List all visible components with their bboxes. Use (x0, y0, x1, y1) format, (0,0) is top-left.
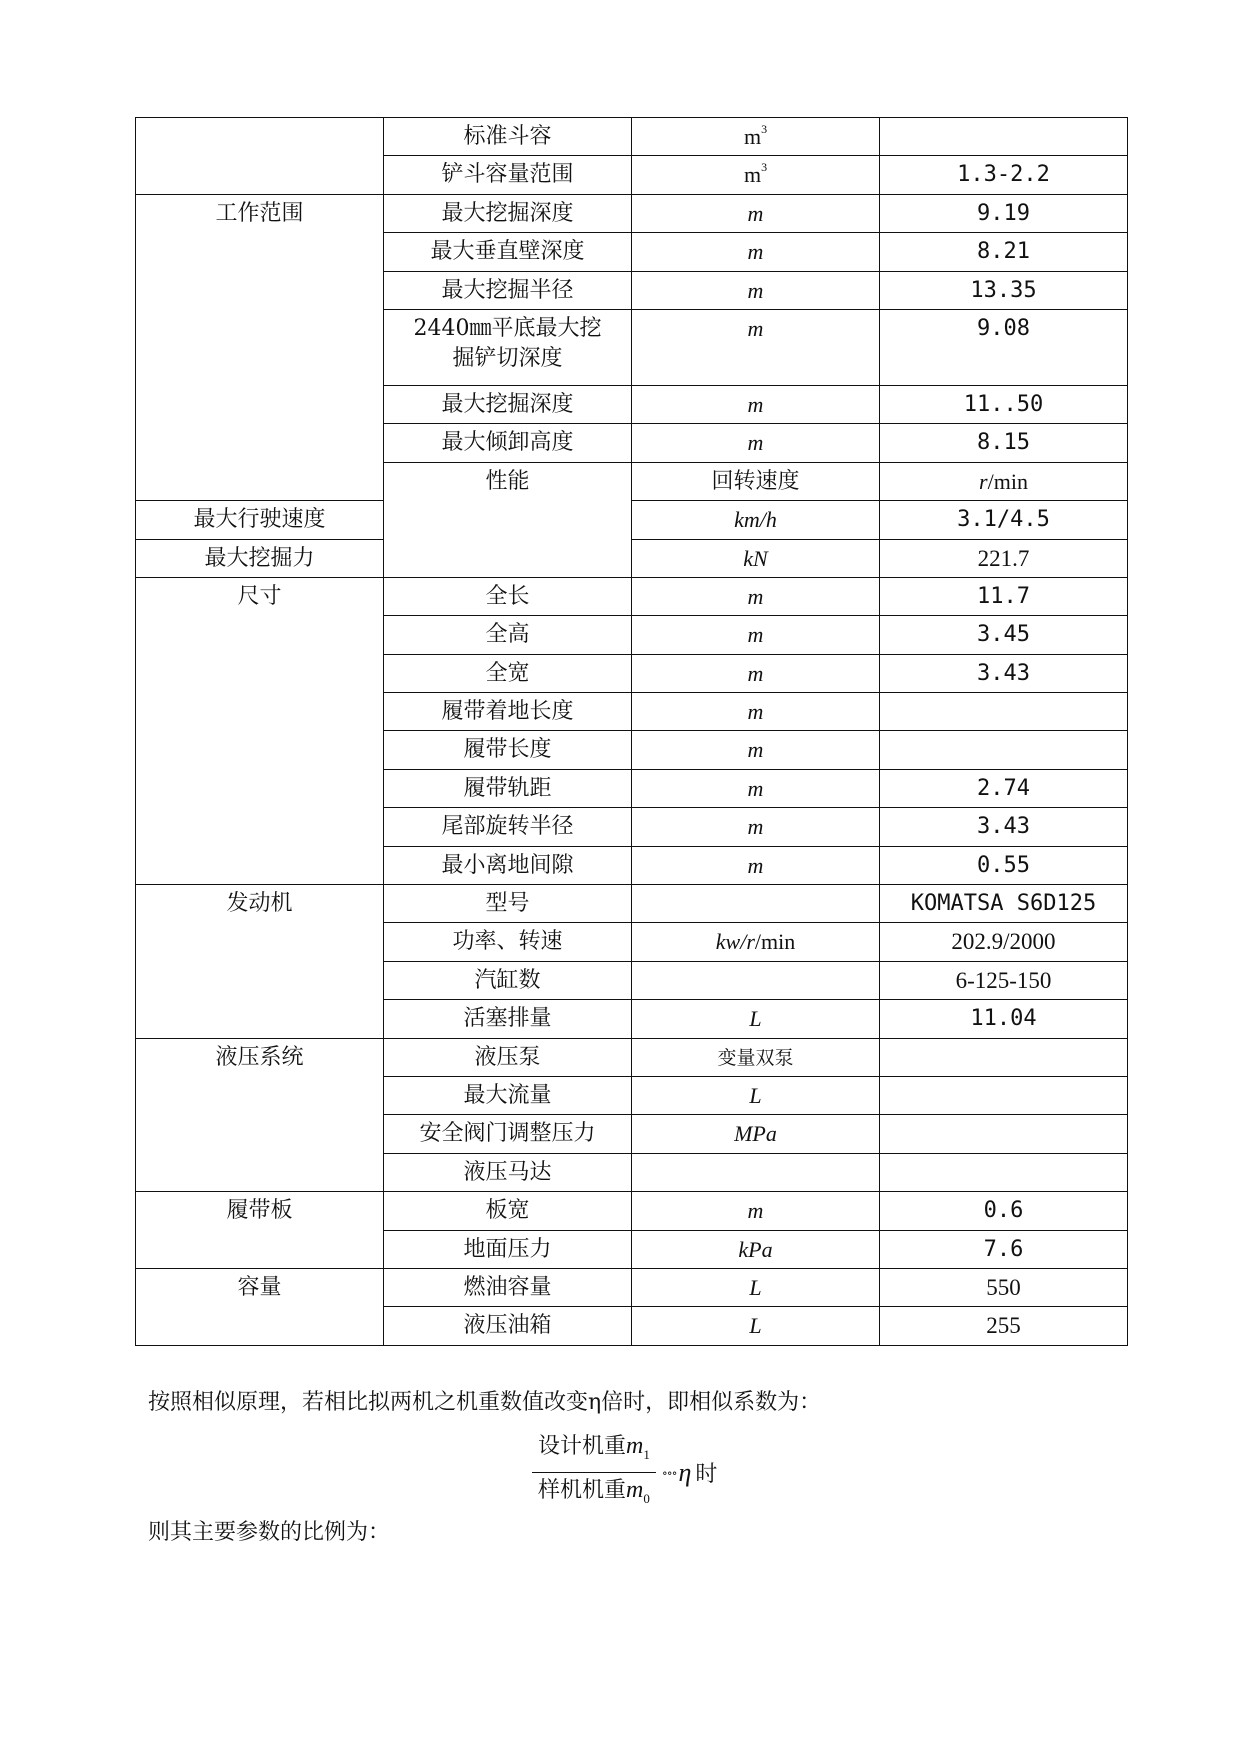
item-cell: 功率、转速 (384, 923, 632, 961)
item-cell: 最大倾卸高度 (384, 424, 632, 462)
value-cell: 202.9/2000 (880, 923, 1128, 961)
item-cell: 安全阀门调整压力 (384, 1115, 632, 1153)
item-cell: 最大流量 (384, 1076, 632, 1114)
value-cell: 11.04 (880, 1000, 1128, 1038)
unit-cell: m (632, 194, 880, 232)
value-cell: 2.74 (880, 769, 1128, 807)
unit-cell: m (632, 424, 880, 462)
unit-cell: MPa (632, 1115, 880, 1153)
table-row (136, 1192, 1128, 1230)
unit-cell: kPa (632, 1230, 880, 1268)
value-cell: 3.1/4.5 (880, 501, 1128, 539)
unit-cell: $m^3$ (632, 118, 880, 156)
unit-cell: m (632, 693, 880, 731)
value-cell: 550 (880, 1268, 1128, 1306)
paragraph-ratio: 则其主要参数的比例为： (148, 1520, 391, 1545)
unit-cell: m (632, 846, 880, 884)
value-cell: 255 (880, 1307, 1128, 1345)
item-cell: 燃油容量 (384, 1268, 632, 1306)
value-cell (880, 1038, 1128, 1076)
unit-cell: r/min (880, 462, 1128, 500)
unit-cell: m (632, 309, 880, 385)
category-cell: 履带板 (136, 1192, 384, 1269)
unit-cell: L (632, 1000, 880, 1038)
value-cell: 0.55 (880, 846, 1128, 884)
value-cell: 8.15 (880, 424, 1128, 462)
value-cell: KOMATSA S6D125 (880, 885, 1128, 923)
item-cell: 最小离地间隙 (384, 846, 632, 884)
item-cell: 液压油箱 (384, 1307, 632, 1345)
unit-cell: m (632, 654, 880, 692)
value-cell: 6-125-150 (880, 961, 1128, 999)
table-row (136, 194, 1128, 232)
item-cell: 板宽 (384, 1192, 632, 1230)
value-cell (880, 693, 1128, 731)
unit-cell: kN (632, 539, 880, 577)
item-cell: 标准斗容 (384, 118, 632, 156)
fraction-denominator: 样机机重$m_0$ (538, 1477, 650, 1506)
item-cell: 全宽 (384, 654, 632, 692)
formula-tail: 时 (695, 1462, 718, 1487)
item-cell: 最大挖掘力 (136, 539, 384, 577)
value-cell (880, 1115, 1128, 1153)
value-cell: 3.45 (880, 616, 1128, 654)
item-cell: 全高 (384, 616, 632, 654)
eta-symbol: η (678, 1457, 692, 1487)
value-cell (880, 1076, 1128, 1114)
unit-cell: kw/r/min (632, 923, 880, 961)
fraction (532, 1431, 656, 1514)
item-cell: 最大行驶速度 (136, 501, 384, 539)
similarity-formula (532, 1431, 717, 1514)
value-cell: 3.43 (880, 808, 1128, 846)
table-row (136, 1038, 1128, 1076)
table-row (136, 501, 1128, 539)
unit-cell (632, 885, 880, 923)
value-cell: 11.7 (880, 577, 1128, 615)
value-cell (880, 731, 1128, 769)
unit-cell: m (632, 385, 880, 423)
value-cell: 221.7 (880, 539, 1128, 577)
value-cell: 13.35 (880, 271, 1128, 309)
unit-cell: m (632, 271, 880, 309)
unit-cell: 变量双泵 (632, 1038, 880, 1076)
unit-cell: m (632, 769, 880, 807)
item-cell: 型号 (384, 885, 632, 923)
value-cell: 1.3-2.2 (880, 156, 1128, 194)
value-cell: 11..50 (880, 385, 1128, 423)
item-cell: 履带着地长度 (384, 693, 632, 731)
unit-cell (632, 961, 880, 999)
unit-cell: m (632, 1192, 880, 1230)
unit-cell: L (632, 1076, 880, 1114)
item-cell: 地面压力 (384, 1230, 632, 1268)
table-row (136, 1268, 1128, 1306)
item-cell: 履带长度 (384, 731, 632, 769)
unit-cell: km/h (632, 501, 880, 539)
category-empty (136, 118, 384, 195)
item-cell: 最大挖掘深度 (384, 194, 632, 232)
unit-cell: $m^3$ (632, 156, 880, 194)
category-cell: 液压系统 (136, 1038, 384, 1192)
unit-cell: m (632, 808, 880, 846)
unit-cell: L (632, 1268, 880, 1306)
item-cell: 回转速度 (632, 462, 880, 500)
unit-cell (632, 1153, 880, 1191)
category-cell: 工作范围 (136, 194, 384, 500)
spec-table (135, 117, 1128, 1346)
unit-cell: m (632, 577, 880, 615)
value-cell: 3.43 (880, 654, 1128, 692)
unit-cell: m (632, 233, 880, 271)
value-cell (880, 118, 1128, 156)
value-cell: 9.19 (880, 194, 1128, 232)
approx-symbol: ∘∘∘ (661, 1465, 677, 1480)
item-cell: 液压马达 (384, 1153, 632, 1191)
category-cell: 性能 (384, 462, 632, 577)
value-cell: 7.6 (880, 1230, 1128, 1268)
unit-cell: m (632, 731, 880, 769)
category-cell: 容量 (136, 1268, 384, 1345)
value-cell (880, 1153, 1128, 1191)
table-row (136, 885, 1128, 923)
category-cell: 尺寸 (136, 577, 384, 884)
item-cell: 液压泵 (384, 1038, 632, 1076)
item-cell: 最大垂直壁深度 (384, 233, 632, 271)
value-cell: 9.08 (880, 309, 1128, 385)
value-cell: 8.21 (880, 233, 1128, 271)
unit-cell: m (632, 616, 880, 654)
unit-cell: L (632, 1307, 880, 1345)
item-cell: 最大挖掘深度 (384, 385, 632, 423)
fraction-numerator: 设计机重$m_1$ (532, 1431, 656, 1473)
table-row (136, 577, 1128, 615)
item-cell: 活塞排量 (384, 1000, 632, 1038)
table-row (136, 118, 1128, 156)
category-cell: 发动机 (136, 885, 384, 1039)
item-cell: 铲斗容量范围 (384, 156, 632, 194)
item-cell: 全长 (384, 577, 632, 615)
item-cell: 履带轨距 (384, 769, 632, 807)
item-cell: 尾部旋转半径 (384, 808, 632, 846)
value-cell: 0.6 (880, 1192, 1128, 1230)
item-cell: 汽缸数 (384, 961, 632, 999)
paragraph-similarity: 按照相似原理，若相比拟两机之机重数值改变η倍时，即相似系数为： (148, 1390, 822, 1415)
item-cell: 2440㎜平底最大挖 掘铲切深度 (384, 309, 632, 385)
table-row (136, 539, 1128, 577)
item-cell: 最大挖掘半径 (384, 271, 632, 309)
